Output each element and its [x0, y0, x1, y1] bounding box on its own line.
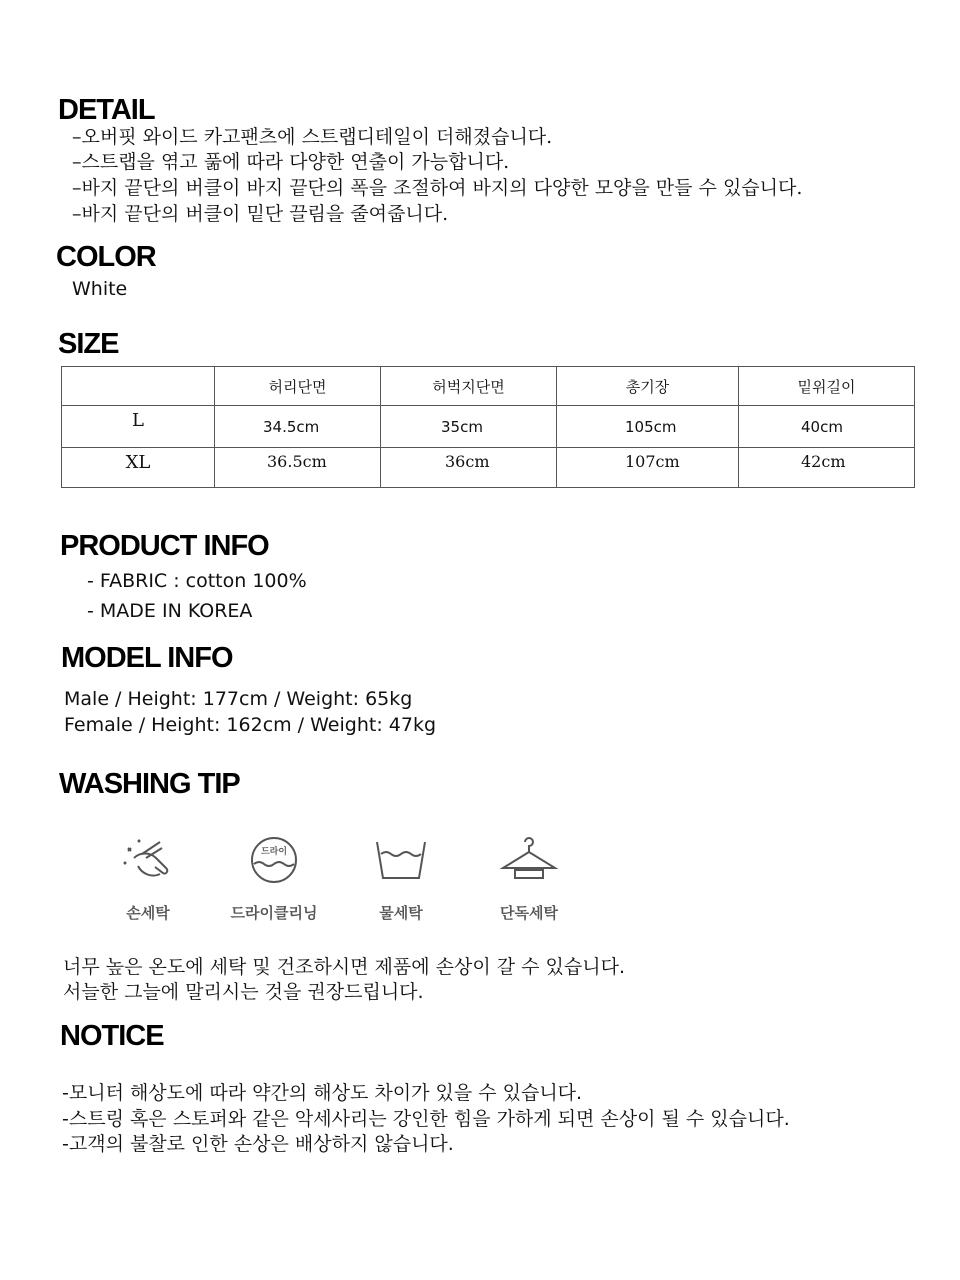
hanger-item [469, 832, 589, 923]
washing-tip-line: 너무 높은 온도에 세탁 및 건조하시면 제품에 손상이 갈 수 있습니다. [63, 956, 625, 978]
notice-line: -스트링 혹은 스토퍼와 같은 악세사리는 강인한 힘을 가하게 되면 손상이 될 수 있습니다. [62, 1108, 790, 1130]
notice-line: -모니터 해상도에 따라 약간의 해상도 차이가 있을 수 있습니다. [62, 1082, 583, 1104]
size-heading: SIZE [58, 328, 119, 360]
size-cell: 40cm [739, 406, 915, 448]
size-cell: 34.5cm [215, 406, 381, 448]
table-row [62, 448, 915, 488]
detail-line: –바지 끝단의 버클이 바지 끝단의 폭을 조절하여 바지의 다양한 모양을 만들 수 있습니다. [72, 177, 803, 199]
washing-label: 드라이클리닝 [230, 904, 318, 922]
dry-clean-item [214, 832, 334, 923]
product-info-heading: PRODUCT INFO [60, 530, 269, 562]
washing-label: 단독세탁 [500, 904, 558, 922]
size-label: XL [62, 448, 215, 488]
size-cell: 107cm [557, 448, 739, 488]
size-header-cell: 허벅지단면 [381, 367, 557, 406]
model-info-heading: MODEL INFO [61, 642, 233, 674]
notice-heading: NOTICE [60, 1020, 164, 1052]
detail-line: –오버핏 와이드 카고팬츠에 스트랩디테일이 더해졌습니다. [72, 126, 553, 148]
size-cell: 35cm [381, 406, 557, 448]
water-wash-icon [369, 832, 433, 888]
size-header-cell [62, 367, 215, 406]
size-cell: 42cm [739, 448, 915, 488]
size-label: L [62, 406, 215, 448]
product-info-line: - MADE IN KOREA [87, 600, 253, 622]
hand-wash-item [88, 832, 208, 923]
notice-line: -고객의 불찰로 인한 손상은 배상하지 않습니다. [62, 1133, 454, 1155]
dry-clean-icon [242, 832, 306, 888]
size-table [61, 366, 915, 488]
washing-label: 손세탁 [126, 904, 170, 922]
table-row [62, 406, 915, 448]
model-info-line: Female / Height: 162cm / Weight: 47kg [64, 714, 437, 736]
size-header-cell: 총기장 [557, 367, 739, 406]
dry-clean-badge: 드라이 [260, 847, 288, 857]
color-value: White [72, 278, 128, 300]
size-header-cell: 밑위길이 [739, 367, 915, 406]
detail-heading: DETAIL [58, 94, 155, 126]
hanger-icon [497, 832, 561, 888]
detail-line: –스트랩을 엮고 풂에 따라 다양한 연출이 가능합니다. [72, 151, 510, 173]
size-cell: 36cm [381, 448, 557, 488]
size-table-header [62, 367, 915, 406]
size-cell: 105cm [557, 406, 739, 448]
water-wash-item [341, 832, 461, 923]
size-cell: 36.5cm [215, 448, 381, 488]
model-info-line: Male / Height: 177cm / Weight: 65kg [64, 688, 413, 710]
washing-label: 물세탁 [379, 904, 423, 922]
product-info-line: - FABRIC : cotton 100% [87, 570, 307, 592]
washing-tip-line: 서늘한 그늘에 말리시는 것을 권장드립니다. [63, 981, 424, 1003]
washing-tip-heading: WASHING TIP [59, 768, 240, 800]
size-header-cell: 허리단면 [215, 367, 381, 406]
detail-line: –바지 끝단의 버클이 밑단 끌림을 줄여줍니다. [72, 203, 449, 225]
hand-wash-icon [116, 832, 180, 888]
color-heading: COLOR [56, 241, 156, 273]
